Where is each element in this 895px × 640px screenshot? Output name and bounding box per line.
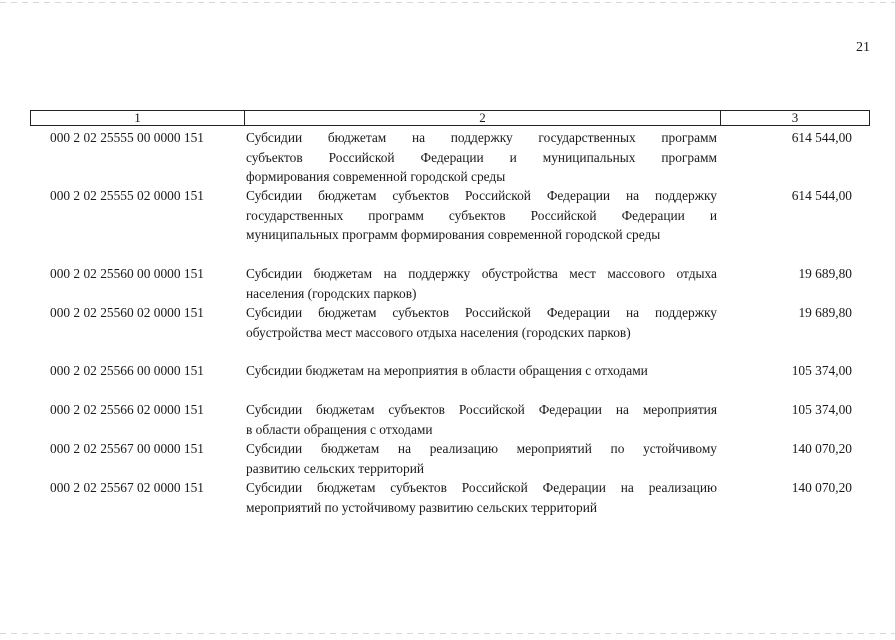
page-number: 21 [856, 40, 870, 55]
scan-edge-bottom [0, 633, 895, 634]
row-code: 000 2 02 25555 00 0000 151 [50, 130, 204, 145]
row-description-line: Субсидии бюджетам субъектов Российской Федерации на поддержку [246, 188, 717, 203]
column-header-3: 3 [791, 110, 799, 125]
row-description [246, 303, 717, 342]
row-code: 000 2 02 25560 02 0000 151 [50, 305, 204, 320]
row-description-line: муниципальных программ формирования современной городской среды [246, 227, 661, 242]
row-description-line: формирования современной городской среды [246, 169, 506, 184]
row-code: 000 2 02 25566 00 0000 151 [50, 363, 204, 378]
row-amount: 140 070,20 [791, 441, 852, 456]
row-description-line: Субсидии бюджетам на поддержку государственных программ [246, 130, 717, 145]
row-amount: 614 544,00 [791, 188, 852, 203]
row-description-line: Субсидии бюджетам на поддержку обустройства мест массового отдыха [246, 266, 717, 281]
row-description-line: населения (городских парков) [246, 285, 417, 301]
row-description-line: Субсидии бюджетам субъектов Российской Федерации на реализацию [246, 480, 717, 495]
column-header-1: 1 [31, 111, 245, 125]
row-description-line: развитию сельских территорий [246, 460, 425, 476]
row-description [246, 400, 717, 439]
row-description [246, 478, 717, 517]
row-description-line: Субсидии бюджетам на мероприятия в области обращения с отходами [246, 363, 648, 378]
row-code: 000 2 02 25560 00 0000 151 [50, 266, 204, 281]
row-code: 000 2 02 25566 02 0000 151 [50, 402, 204, 417]
row-amount: 19 689,80 [798, 305, 852, 320]
row-amount: 614 544,00 [791, 130, 852, 145]
row-amount: 19 689,80 [798, 266, 852, 281]
row-description-line: государственных программ субъектов Российской Федерации и [246, 207, 717, 223]
row-code: 000 2 02 25555 02 0000 151 [50, 188, 204, 203]
row-amount: 140 070,20 [791, 480, 852, 495]
row-description [246, 361, 717, 381]
row-description [246, 439, 717, 478]
row-description-line: Субсидии бюджетам субъектов Российской Федерации на мероприятия [246, 402, 717, 417]
scan-edge-top [0, 2, 895, 3]
row-description [246, 186, 717, 245]
row-description [246, 128, 717, 187]
row-description-line: мероприятий по устойчивому развитию сельских территорий [246, 499, 598, 515]
row-description-line: субъектов Российской Федерации и муниципальных программ [246, 149, 717, 165]
table-header [30, 110, 870, 126]
row-description [246, 264, 717, 303]
row-amount: 105 374,00 [791, 363, 852, 378]
row-code: 000 2 02 25567 00 0000 151 [50, 441, 204, 456]
row-description-line: обустройства мест массового отдыха населения (городских парков) [246, 324, 631, 340]
row-amount: 105 374,00 [791, 402, 852, 417]
row-description-line: Субсидии бюджетам на реализацию мероприятий по устойчивому [246, 441, 717, 456]
row-description-line: Субсидии бюджетам субъектов Российской Федерации на поддержку [246, 305, 717, 320]
row-description-line: в области обращения с отходами [246, 421, 433, 437]
row-code: 000 2 02 25567 02 0000 151 [50, 480, 204, 495]
column-header-2: 2 [245, 111, 721, 125]
